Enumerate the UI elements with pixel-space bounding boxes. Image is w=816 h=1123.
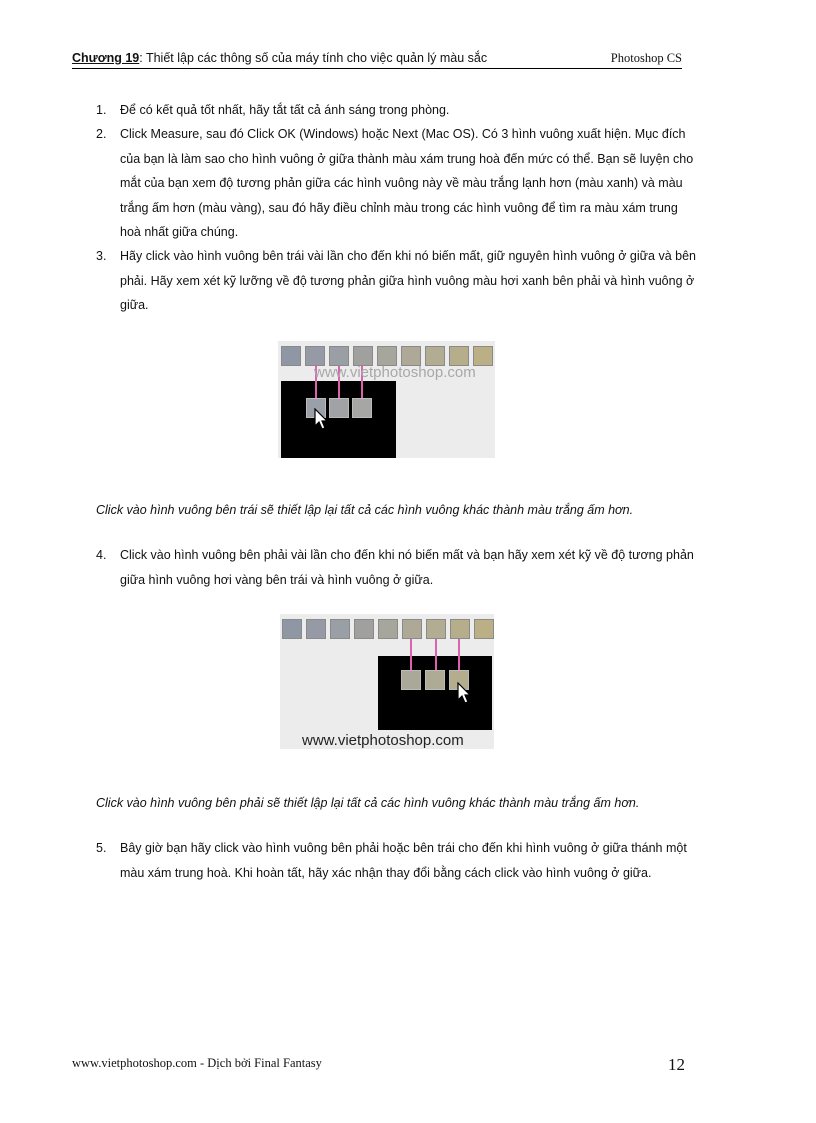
- step-number: 2.: [96, 127, 107, 141]
- step-number: 1.: [96, 103, 107, 117]
- step-5: [96, 836, 696, 885]
- cursor-arrow-icon: [457, 682, 473, 706]
- color-swatch: [474, 619, 494, 639]
- step-text: Để có kết quả tốt nhất, hãy tắt tất cả ánh sáng trong phòng.: [120, 103, 450, 117]
- step-number: 4.: [96, 548, 107, 562]
- color-swatch: [425, 346, 445, 366]
- color-swatch: [329, 346, 349, 366]
- test-square-middle[interactable]: [329, 398, 349, 418]
- test-square-right[interactable]: [352, 398, 372, 418]
- calibration-figure-right: [280, 614, 494, 749]
- step-text: Hãy click vào hình vuông bên trái vài lần cho đến khi nó biến mất, giữ nguyên hình vuông ở giữa và bên phải. Hãy xem xét kỹ lưỡng về độ tương phản giữa hình vuông màu hơi xanh bên phải và hình vuông ở giữa.: [120, 249, 696, 312]
- figure-caption-1: Click vào hình vuông bên trái sẽ thiết lập lại tất cả các hình vuông khác thành màu trắng ấm hơn.: [96, 503, 634, 517]
- color-swatch: [330, 619, 350, 639]
- calibration-figure-left: [278, 341, 495, 458]
- color-swatch: [402, 619, 422, 639]
- step-number: 3.: [96, 249, 107, 263]
- chapter-heading: [72, 51, 487, 65]
- chapter-label: Chương 19: [72, 51, 140, 65]
- step-text: Click Measure, sau đó Click OK (Windows) hoặc Next (Mac OS). Có 3 hình vuông xuất hiện. Mục đích của bạn là làm sao cho hình vuông ở giữa thành màu xám trung hoà đến mức có thể. Bạn sẽ luyện cho mắt của bạn xem độ tương phản giữa các hình vuông này về màu trắng lạnh hơn (màu xanh) và màu trắng ấm hơn (màu vàng), sau đó hãy điều chỉnh màu trong các hình vuông để tìm ra màu xám trung hoà nhất giữa chúng.: [120, 127, 694, 239]
- color-swatch: [449, 346, 469, 366]
- color-swatch: [306, 619, 326, 639]
- connector-line: [410, 639, 412, 670]
- step-number: 5.: [96, 841, 107, 855]
- chapter-title: : Thiết lập các thông số của máy tính cho việc quản lý màu sắc: [139, 51, 488, 65]
- color-swatch: [401, 346, 421, 366]
- color-swatch: [354, 619, 374, 639]
- color-swatch: [450, 619, 470, 639]
- figure-caption-2: Click vào hình vuông bên phải sẽ thiết lập lại tất cả các hình vuông khác thành màu trắng ấm hơn.: [96, 796, 640, 810]
- color-swatch: [282, 619, 302, 639]
- watermark: www.vietphotoshop.com: [302, 732, 464, 749]
- step-1: [96, 98, 696, 123]
- step-4: [96, 543, 696, 592]
- watermark: www.vietphotoshop.com: [314, 364, 476, 381]
- color-swatch: [426, 619, 446, 639]
- cursor-arrow-icon: [314, 408, 330, 432]
- color-swatch: [378, 619, 398, 639]
- connector-line: [458, 639, 460, 670]
- step-text: Bây giờ bạn hãy click vào hình vuông bên phải hoặc bên trái cho đến khi hình vuông ở giữa thánh một màu xám trung hoà. Khi hoàn tất, hãy xác nhận thay đổi bằng cách click vào hình vuông ở giữa.: [120, 841, 687, 880]
- step-2: [96, 122, 696, 245]
- step-text: Click vào hình vuông bên phải vài lần cho đến khi nó biến mất và bạn hãy xem xét kỹ về độ tương phản giữa hình vuông hơi vàng bên trái và hình vuông ở giữa.: [120, 548, 694, 587]
- page-header: [72, 50, 682, 69]
- footer-site: www.vietphotoshop.com - Dịch bởi Final Fantasy: [72, 1056, 322, 1070]
- color-swatch: [305, 346, 325, 366]
- color-swatch: [281, 346, 301, 366]
- book-title: Photoshop CS: [610, 51, 682, 65]
- connector-line: [435, 639, 437, 670]
- color-swatch: [353, 346, 373, 366]
- test-square-left[interactable]: [401, 670, 421, 690]
- color-swatch: [473, 346, 493, 366]
- page-number: 12: [668, 1055, 685, 1074]
- step-3: [96, 244, 696, 318]
- color-swatch: [377, 346, 397, 366]
- test-square-middle[interactable]: [425, 670, 445, 690]
